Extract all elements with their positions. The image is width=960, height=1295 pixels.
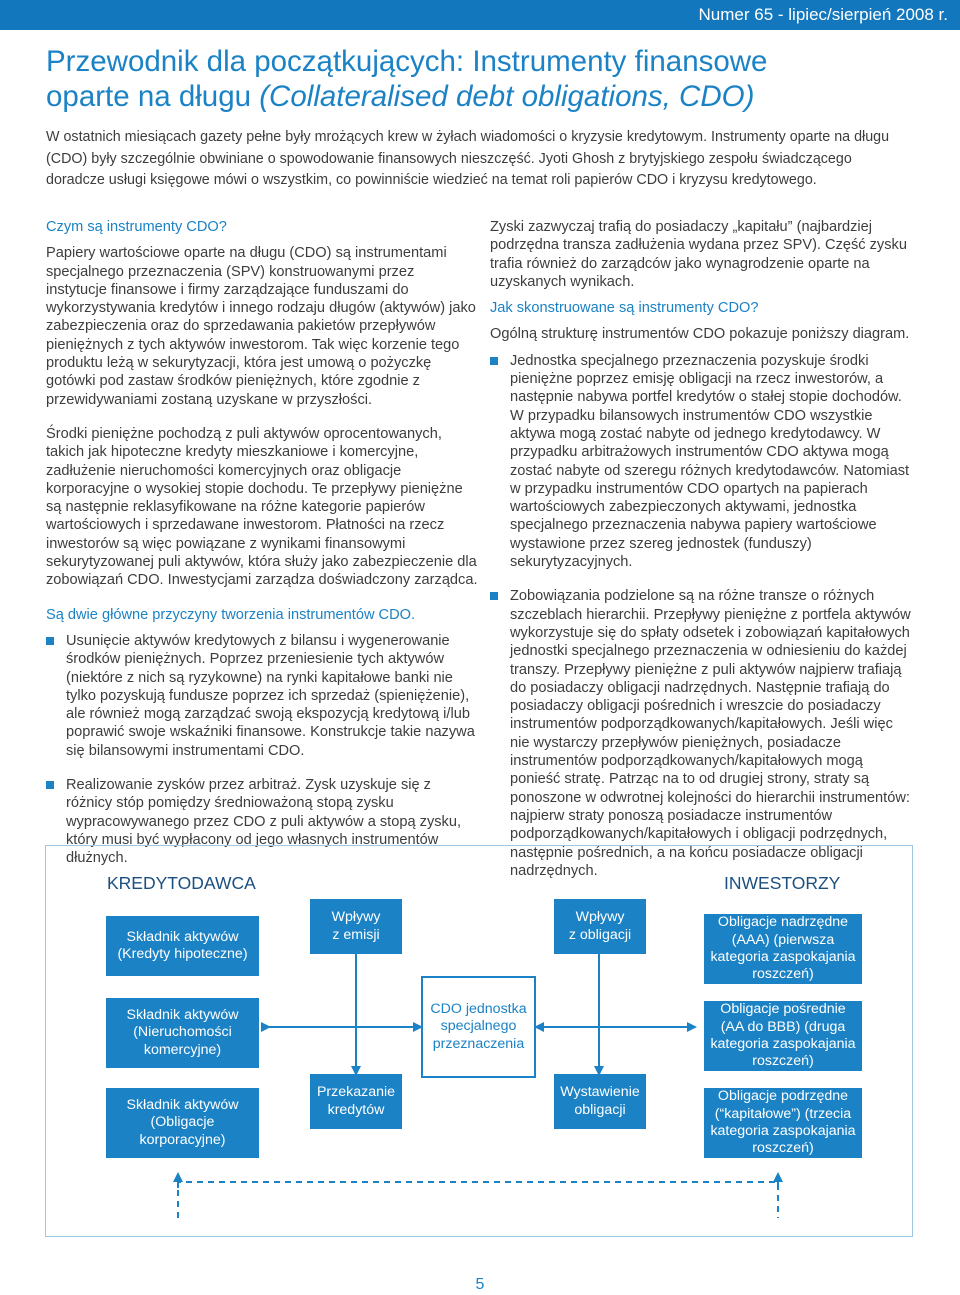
issue-label: Numer 65 - lipiec/sierpień 2008 r. [698,5,948,24]
box-bond-issuance: Wystawienie obligacji [554,1074,646,1129]
investors-label: INWESTORZY [724,873,841,893]
reasons-list [46,632,478,868]
section-heading-structure: Jak skonstruowane są instrumenty CDO? [490,300,759,317]
box-bond-proceeds: Wpływy z obligacji [554,899,646,954]
tranche-box-equity: Obligacje podrzędne (“kapitałowe”) (trzecia kategoria zaspokajania roszczeń) [704,1088,862,1158]
list-item: Realizowanie zysków przez arbitraż. Zysk uzyskuje się z różnicy stóp pomiędzy średnioważoną stopą zysku wypracowywanego przez CDO z puli aktywów a stopą zysku, który musi być wypłacony od jego własnych instrumentów dłużnych. [46,776,478,867]
asset-box-corporate-bonds: Składnik aktywów (Obligacje korporacyjne) [106,1088,259,1158]
paragraph: Środki pieniężne pochodzą z puli aktywów oprocentowanych, takich jak hipoteczne kredyty mieszkaniowe i komercyjne, zadłużenie nieruchomości komercyjnych oraz obligacje korporacyjne o wysokiej stopie dochodu. Te przepływy pieniężne są następnie reklasyfikowane na różne kategorie papierów wartościowych i sprzedawane inwestorom. Płatności na rzecz inwestorów są więc powiązane z wynikami finansowymi sekurytyzowanej puli aktywów, która służy jako zabezpieczenie dla zobowiązań CDO. Inwestycjami zarządza doświadczony zarządca. [46,425,478,589]
cdo-structure-diagram [45,845,913,1237]
title-line-1: Przewodnik dla początkujących: Instrumenty finansowe [46,45,768,78]
lender-label: KREDYTODAWCA [107,873,256,893]
asset-box-commercial-property: Składnik aktywów (Nieruchomości komercyjne) [106,998,259,1068]
spv-box: CDO jednostka specjalnego przeznaczenia [421,976,536,1078]
list-item: Jednostka specjalnego przeznaczenia pozyskuje środki pieniężne poprzez emisję obligacji na rzecz inwestorów, a następnie nabywa portfel kredytów o stałej stopie dochodów. W przypadku bilansowych instrumentów CDO wszystkie aktywa mogą zostać nabyte od jednego kredytodawcy. W przypadku arbitrażowych instrumentów CDO aktywa mogą zostać nabyte od szeregu różnych kredytodawców. Natomiast w przypadku instrumentów CDO opartych na papierach wartościowych zabezpieczonych aktywami, jednostka specjalnego przeznaczenia nabywa papiery wartościowe wystawione przez szereg jednostek (funduszy) sekurytyzacyjnych. [490,352,912,572]
list-item: Usunięcie aktywów kredytowych z bilansu i wygenerowanie środków pieniężnych. Poprzez przeniesienie tych aktywów (niektóre z nich są ryzykowne) na rynki kapitałowe banki nie tylko pozyskują fundusze poprzez ich sprzedaż (spieniężenie), ale również mogą zarządzać swoją ekspozycją kredytową i/lub poprawić swoje wskaźniki finansowe. Konstrukcje takie nazywa się bilansowymi instrumentami CDO. [46,632,478,760]
paragraph: Ogólną strukturę instrumentów CDO pokazuje poniższy diagram. [490,326,910,343]
paragraph: Zyski zazwyczaj trafią do posiadaczy „kapitału” (najbardziej podrzędna transza zadłużenia wydana przez SPV). Część zysku trafia również do zarządców jako wynagrodzenie oparte na uzyskanych wynikach. [490,219,907,290]
section-heading-what-is-cdo: Czym są instrumenty CDO? [46,219,227,235]
loss-flow-dashed-line [178,1182,778,1218]
structure-list [490,352,912,880]
page-title [46,44,926,114]
paragraph: Papiery wartościowe oparte na długu (CDO) są instrumentami specjalnego przeznaczenia (SPV) konstruowanymi przez instytucje finansowe i firmy zarządzające funduszami do wykorzystywania kredytów i innego rodzaju długów (aktywów) jako zabezpieczenia oraz do sprzedawania pakietów przepływów pieniężnych z tych aktywów inwestorom. Tak więc korzenie tego produktu leżą w sekurytyzacji, która jest umową o pożyczkę gotówki pod zastaw środków pieniężnych, które zgodnie z przewidywaniami zostaną uzyskane w przyszłości. [46,245,476,408]
asset-box-mortgages: Składnik aktywów (Kredyty hipoteczne) [106,916,259,976]
page-number: 5 [475,1276,485,1293]
list-item: Zobowiązania podzielone są na różne transze o różnych szczeblach hierarchii. Przepływy pieniężne z portfela aktywów wykorzystuje się do spłaty odsetek i zobowiązań kapitałowych jednostki specjalnego przeznaczenia w odniesieniu do każdej transzy. Przepływy pieniężne z puli aktywów najpierw trafiają do posiadaczy obligacji nadrzędnych. Następnie trafiają do posiadaczy obligacji pośrednich i wreszcie do posiadaczy instrumentów podporządkowanych/kapitałowych. Jeśli więc nie wystarczy przepływów pieniężnych, posiadacze instrumentów podporządkowanych/kapitałowych mogą ponieść stratę. Patrząc na to od drugiej strony, straty są ponoszone w odwrotnej kolejności do hierarchii instrumentów: najpierw straty ponoszą posiadacze instrumentów podporządkowanych/kapitałowych i obligacji podrzędnych, następnie pośrednich, a na końcu posiadacze obligacji nadrzędnych. [490,587,912,880]
section-heading-reasons: Są dwie główne przyczyny tworzenia instrumentów CDO. [46,606,416,623]
intro-paragraph: W ostatnich miesiącach gazety pełne były mrożących krew w żyłach wiadomości o kryzysie kredytowym. Instrumenty oparte na długu (CDO) były szczególnie obwiniane o spowodowanie finansowych nieszczęść. Jyoti Ghosh z brytyjskiego zespołu świadczącego doradcze usługi księgowe mówi o wszystkim, co powinniście wiedzieć na temat roli papierów CDO i kryzysu kredytowego. [46,129,890,189]
left-column [46,218,478,868]
right-column [490,218,912,880]
box-issue-proceeds: Wpływy z emisji [310,899,402,954]
title-line-2-prefix: oparte na długu [46,80,260,113]
title-line-2-italic: (Collateralised debt obligations, CDO) [259,80,755,113]
tranche-box-mezzanine: Obligacje pośrednie (AA do BBB) (druga kategoria zaspokajania roszczeń) [704,1001,862,1071]
box-credit-transfer: Przekazanie kredytów [310,1074,402,1129]
tranche-box-senior: Obligacje nadrzędne (AAA) (pierwsza kategoria zaspokajania roszczeń) [704,914,862,984]
